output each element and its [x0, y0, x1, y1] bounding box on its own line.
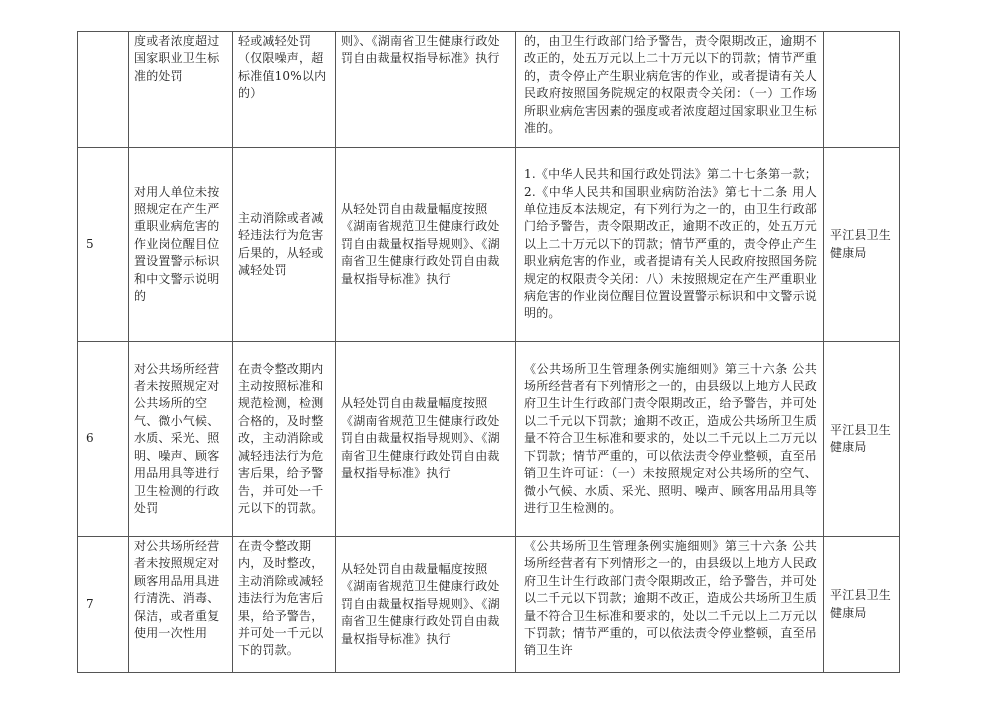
enforcement-department: 平江县卫生健康局 — [824, 148, 900, 342]
violation-item: 对用人单位未按照规定在产生严重职业病危害的作业岗位醒目位置设置警示标识和中文警示说明的 — [129, 148, 233, 342]
penalty-condition: 在责令整改期内，及时整改，主动消除或减轻违法行为危害后果，给予警告，并可处一千元以下的罚款。 — [233, 537, 336, 673]
row-number: 5 — [78, 148, 129, 342]
penalty-discretion-table — [77, 31, 900, 673]
enforcement-department — [824, 32, 900, 148]
row-number: 6 — [78, 342, 129, 537]
enforcement-department: 平江县卫生健康局 — [824, 537, 900, 673]
discretion-basis: 从轻处罚自由裁量幅度按照《湖南省规范卫生健康行政处罚自由裁量权指导规则》、《湖南省卫生健康行政处罚自由裁量权指导标准》执行 — [336, 148, 516, 342]
table-row — [78, 537, 900, 673]
table-row — [78, 32, 900, 148]
violation-item: 对公共场所经营者未按照规定对顾客用品用具进行清洗、消毒、保洁，或者重复使用一次性用 — [129, 537, 233, 673]
discretion-basis: 从轻处罚自由裁量幅度按照《湖南省规范卫生健康行政处罚自由裁量权指导规则》、《湖南省卫生健康行政处罚自由裁量权指导标准》执行 — [336, 342, 516, 537]
discretion-basis: 则》、《湖南省卫生健康行政处罚自由裁量权指导标准》执行 — [336, 32, 516, 148]
table-row — [78, 148, 900, 342]
legal-basis: 1.《中华人民共和国行政处罚法》第二十七条第一款；2.《中华人民共和国职业病防治法》第七十二条 用人单位违反本法规定，有下列行为之一的，由卫生行政部门给予警告，责令限期改正，逾期不改正的，处五万元以上二十万元以下的罚款；情节严重的，责令停止产生职业病危害的作业，或者提请有关人民政府按照国务院规定的权限责令关闭：八）未按照规定在产生严重职业病危害的作业岗位醒目位置设置警示标识和中文警示说明的。 — [516, 148, 824, 342]
table-row — [78, 342, 900, 537]
discretion-basis: 从轻处罚自由裁量幅度按照《湖南省规范卫生健康行政处罚自由裁量权指导规则》、《湖南省卫生健康行政处罚自由裁量权指导标准》执行 — [336, 537, 516, 673]
penalty-condition: 主动消除或者减轻违法行为危害后果的，从轻或减轻处罚 — [233, 148, 336, 342]
violation-item: 度或者浓度超过国家职业卫生标准的处罚 — [129, 32, 233, 148]
legal-basis: 《公共场所卫生管理条例实施细则》第三十六条 公共场所经营者有下列情形之一的，由县级以上地方人民政府卫生计生行政部门责令限期改正，给予警告，并可处以二千元以下罚款；逾期不改正，造成公共场所卫生质量不符合卫生标准和要求的，处以二千元以上二万元以下罚款；情节严重的，可以依法责令停业整顿，直至吊销卫生许可证：（一）未按照规定对公共场所的空气、微小气候、水质、采光、照明、噪声、顾客用品用具等进行卫生检测的。 — [516, 342, 824, 537]
legal-basis: 的，由卫生行政部门给予警告，责令限期改正，逾期不改正的，处五万元以上二十万元以下的罚款；情节严重的，责令停止产生职业病危害的作业，或者提请有关人民政府按照国务院规定的权限责令关闭：（一）工作场所职业病危害因素的强度或者浓度超过国家职业卫生标准的。 — [516, 32, 824, 148]
legal-basis: 《公共场所卫生管理条例实施细则》第三十六条 公共场所经营者有下列情形之一的，由县级以上地方人民政府卫生计生行政部门责令限期改正，给予警告，并可处以二千元以下罚款；逾期不改正，造成公共场所卫生质量不符合卫生标准和要求的，处以二千元以上二万元以下罚款；情节严重的，可以依法责令停业整顿，直至吊销卫生许 — [516, 537, 824, 673]
row-number — [78, 32, 129, 148]
penalty-condition: 轻或减轻处罚（仅限噪声，超标准值10%以内的） — [233, 32, 336, 148]
row-number: 7 — [78, 537, 129, 673]
violation-item: 对公共场所经营者未按照规定对公共场所的空气、微小气候、水质、采光、照明、噪声、顾客用品用具等进行卫生检测的行政处罚 — [129, 342, 233, 537]
penalty-condition: 在责令整改期内主动按照标准和规范检测，检测合格的，及时整改，主动消除或减轻违法行为危害后果，给予警告，并可处一千元以下的罚款。 — [233, 342, 336, 537]
enforcement-department: 平江县卫生健康局 — [824, 342, 900, 537]
